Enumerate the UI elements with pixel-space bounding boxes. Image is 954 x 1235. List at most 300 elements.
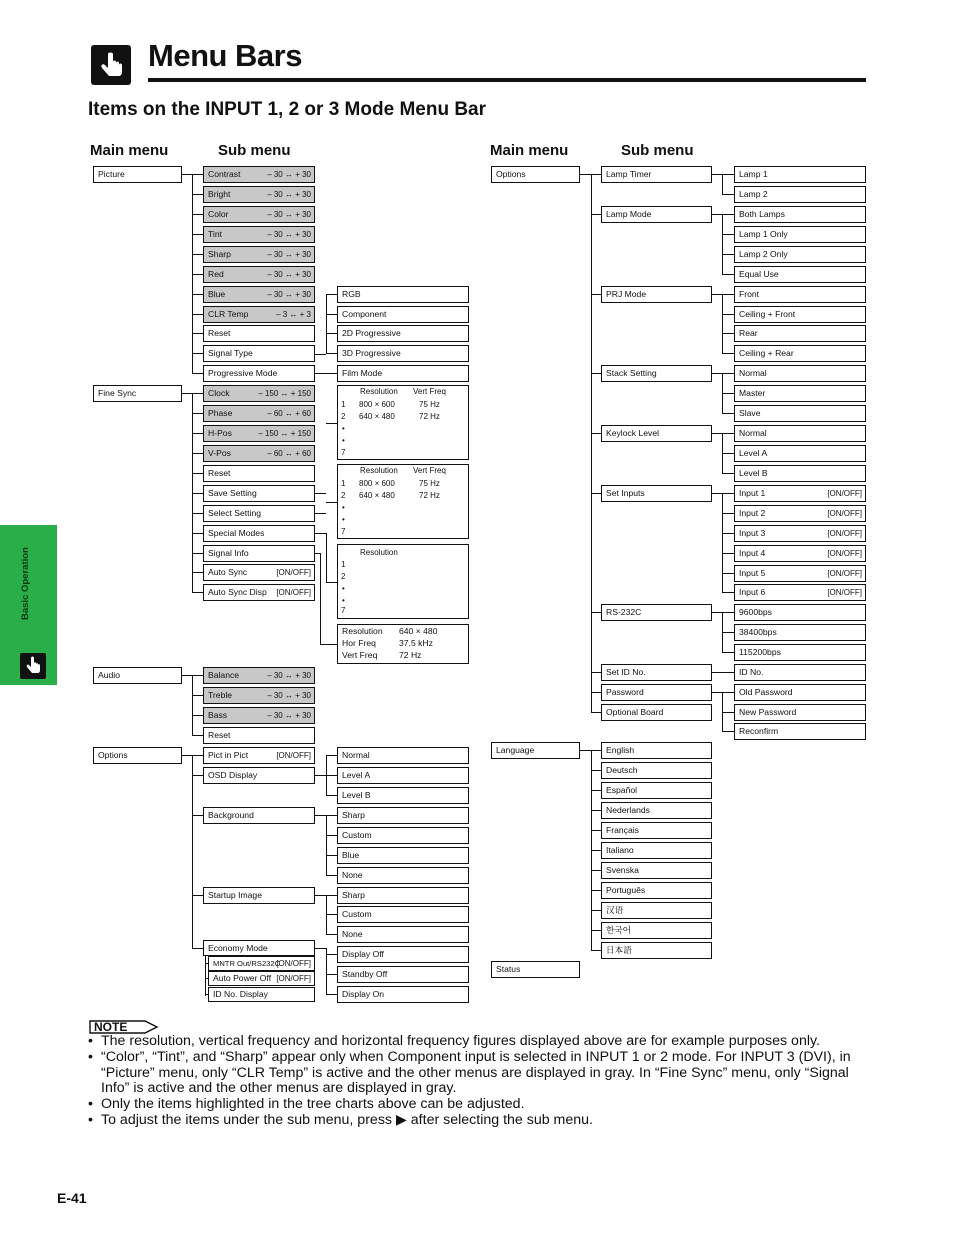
connector-line <box>722 513 734 514</box>
sub-menu-item-range: – 30 ↔ + 30 <box>267 691 311 700</box>
connector-line <box>722 353 734 354</box>
sub-menu-item-label: Balance <box>208 670 240 680</box>
connector-line <box>205 978 208 979</box>
sub-menu-item <box>203 584 315 601</box>
sub-menu-item <box>203 425 315 442</box>
connector-line <box>326 502 337 503</box>
connector-line <box>192 948 203 949</box>
sub-menu-item-range: – 30 ↔ + 30 <box>267 210 311 219</box>
connector-line <box>591 770 601 771</box>
option-item <box>734 604 866 621</box>
connector-line <box>722 573 734 574</box>
connector-line <box>722 254 734 255</box>
option-item-label: Level A <box>739 448 768 458</box>
row-resolution: 800 × 600 <box>359 400 395 409</box>
sub-menu-item <box>203 525 315 542</box>
sub-menu-item <box>203 286 315 303</box>
signal-info-value: 37.5 kHz <box>399 638 433 648</box>
option-item-label: Ceiling + Rear <box>739 348 794 358</box>
connector-line <box>591 890 601 891</box>
connector-line <box>326 855 337 856</box>
sub-menu-item-range: – 150 ↔ + 150 <box>258 389 311 398</box>
connector-line <box>192 373 203 374</box>
option-item-label: Normal <box>739 428 767 438</box>
connector-line <box>192 755 203 756</box>
sub-menu-item-label: 汉语 <box>606 905 624 915</box>
sub-menu-item-label: Português <box>606 885 646 895</box>
sub-menu-item-label: Blue <box>208 289 226 299</box>
option-item <box>734 286 866 303</box>
sub-menu-item-label: Svenska <box>606 865 639 875</box>
option-item-label: 9600bps <box>739 607 772 617</box>
connector-line <box>192 755 193 949</box>
connector-line <box>722 493 734 494</box>
connector-line <box>192 234 203 235</box>
connector-line <box>192 194 203 195</box>
connector-line <box>722 433 734 434</box>
connector-line <box>315 815 326 816</box>
ellipsis-dot: • <box>342 515 345 524</box>
connector-line <box>722 373 734 374</box>
connector-line <box>591 672 601 673</box>
connector-line <box>182 393 192 394</box>
option-item <box>734 385 866 402</box>
connector-line <box>326 948 327 995</box>
main-menu-item-label: Audio <box>98 670 120 680</box>
connector-line <box>320 644 337 645</box>
sub-menu-item-label: Pict in Pict <box>208 750 249 760</box>
connector-line <box>591 870 601 871</box>
connector-line <box>326 895 327 935</box>
row-freq: 72 Hz <box>419 412 440 421</box>
connector-line <box>722 174 723 195</box>
sub-menu-item-label: Bass <box>208 710 228 720</box>
option-item <box>734 723 866 740</box>
connector-line <box>722 453 734 454</box>
sub-menu-item-range: – 30 ↔ + 30 <box>267 250 311 259</box>
connector-line <box>326 815 327 876</box>
connector-line <box>326 755 337 756</box>
option-item <box>734 684 866 701</box>
sub-menu-item <box>601 742 712 759</box>
connector-line <box>192 493 203 494</box>
option-item <box>337 286 469 303</box>
option-item <box>734 246 866 263</box>
sub-menu-item <box>601 902 712 919</box>
option-item <box>734 505 866 522</box>
sub-menu-header-left: Sub menu <box>218 142 291 159</box>
signal-info-value: 640 × 480 <box>399 626 438 636</box>
sub-menu-item-range: [ON/OFF] <box>276 974 311 983</box>
sub-menu-item <box>203 246 315 263</box>
main-menu-item <box>491 961 580 978</box>
sub-menu-item <box>208 971 315 986</box>
note-item: • “Color”, “Tint”, and “Sharp” appear only when Component input is selected in INPUT 1 or 2 mode. For INPUT 3 (DVI), in “Picture” menu, only “CLR Temp” is active and the other menus are displayed in gray. In “Fine Sync” menu, only “Signal Info” is active and the other menus are displayed in gray. <box>88 1050 858 1097</box>
sub-menu-item <box>203 807 315 824</box>
connector-line <box>712 612 722 613</box>
sub-menu-item <box>601 365 712 382</box>
signal-info-box <box>337 624 469 664</box>
connector-line <box>722 333 734 334</box>
sub-menu-item <box>203 226 315 243</box>
connector-line <box>722 413 734 414</box>
sub-menu-item <box>203 385 315 402</box>
sub-menu-item <box>203 564 315 581</box>
connector-line <box>192 413 203 414</box>
connector-line <box>722 294 723 354</box>
option-item <box>734 465 866 482</box>
option-item-range: [ON/OFF] <box>827 509 862 518</box>
connector-line <box>591 850 601 851</box>
option-item <box>734 644 866 661</box>
option-item-label: Lamp 1 Only <box>739 229 788 239</box>
connector-line <box>591 790 601 791</box>
option-item <box>734 525 866 542</box>
sub-menu-item <box>601 604 712 621</box>
connector-line <box>192 895 203 896</box>
select-setting-table <box>337 464 469 539</box>
sub-menu-item <box>203 206 315 223</box>
option-item <box>734 266 866 283</box>
sub-menu-item-label: RS-232C <box>606 607 642 617</box>
connector-line <box>591 612 601 613</box>
option-item <box>337 767 469 784</box>
sub-menu-item <box>203 186 315 203</box>
connector-line <box>591 830 601 831</box>
option-item-label: Custom <box>342 909 372 919</box>
connector-line <box>722 731 734 732</box>
main-menu-item <box>491 166 580 183</box>
sub-menu-item <box>203 505 315 522</box>
connector-line <box>205 963 208 964</box>
option-item <box>337 887 469 904</box>
sub-menu-item-label: MNTR Out/RS232C <box>213 959 281 968</box>
main-menu-item-label: Status <box>496 964 521 974</box>
option-item <box>734 664 866 681</box>
option-item <box>734 485 866 502</box>
option-item-label: Sharp <box>342 890 365 900</box>
connector-line <box>722 672 734 673</box>
connector-line <box>712 373 722 374</box>
sub-menu-item-label: Signal Type <box>208 348 253 358</box>
option-item-label: Sharp <box>342 810 365 820</box>
sub-menu-item-range: [ON/OFF] <box>276 588 311 597</box>
option-item-label: Input 5 <box>739 568 766 578</box>
sub-menu-item <box>203 365 315 382</box>
option-item-label: New Password <box>739 707 797 717</box>
connector-line <box>712 672 722 673</box>
main-menu-header-left: Main menu <box>90 142 169 159</box>
option-item <box>337 306 469 323</box>
connector-line <box>315 354 326 355</box>
main-menu-item <box>93 166 182 183</box>
connector-line <box>722 553 734 554</box>
connector-line <box>722 612 734 613</box>
connector-line <box>192 815 203 816</box>
connector-line <box>326 294 327 354</box>
option-item-label: Reconfirm <box>739 726 779 736</box>
connector-line <box>192 274 203 275</box>
sub-menu-item-label: Background <box>208 810 254 820</box>
connector-line <box>712 433 722 434</box>
connector-line <box>722 393 734 394</box>
connector-line <box>722 712 734 713</box>
option-item <box>337 325 469 342</box>
connector-line <box>591 910 601 911</box>
signal-info-value: 72 Hz <box>399 650 422 660</box>
connector-line <box>192 572 203 573</box>
sub-menu-item <box>601 684 712 701</box>
sub-menu-item <box>203 345 315 362</box>
connector-line <box>591 214 601 215</box>
connector-line <box>192 695 203 696</box>
connector-line <box>192 513 203 514</box>
ellipsis-dot: • <box>342 436 345 445</box>
sub-menu-item-range: – 60 ↔ + 60 <box>267 449 311 458</box>
option-item <box>734 186 866 203</box>
main-menu-item-label: Picture <box>98 169 125 179</box>
connector-line <box>192 533 203 534</box>
option-item <box>337 787 469 804</box>
sub-menu-item-label: Save Setting <box>208 488 257 498</box>
option-item-label: RGB <box>342 289 361 299</box>
page-title: Menu Bars <box>148 38 302 73</box>
option-item-label: Ceiling + Front <box>739 309 796 319</box>
main-menu-item <box>93 385 182 402</box>
connector-line <box>192 174 203 175</box>
sub-menu-item-label: Select Setting <box>208 508 262 518</box>
sub-menu-item <box>203 306 315 323</box>
sub-menu-item-label: Sharp <box>208 249 231 259</box>
col-resolution: Resolution <box>360 548 398 557</box>
sub-menu-item-label: 한국어 <box>606 925 631 935</box>
connector-line <box>192 333 203 334</box>
connector-line <box>591 294 601 295</box>
row-freq: 72 Hz <box>419 491 440 500</box>
connector-line <box>712 174 722 175</box>
row-num: 1 <box>341 400 346 409</box>
connector-line <box>315 493 326 494</box>
signal-info-label: Resolution <box>342 626 383 636</box>
row-num: 2 <box>341 412 346 421</box>
connector-line <box>591 433 601 434</box>
sub-menu-item <box>203 405 315 422</box>
row-resolution: 640 × 480 <box>359 491 395 500</box>
connector-line <box>192 735 203 736</box>
option-item-label: Equal Use <box>739 269 779 279</box>
connector-line <box>580 174 591 175</box>
sub-menu-item-label: Deutsch <box>606 765 638 775</box>
connector-line <box>326 895 337 896</box>
connector-line <box>205 956 206 996</box>
option-item <box>734 405 866 422</box>
sub-menu-item <box>208 987 315 1002</box>
connector-line <box>722 194 734 195</box>
main-menu-item <box>491 742 580 759</box>
sub-menu-item-label: Password <box>606 687 644 697</box>
option-item-label: Lamp 1 <box>739 169 768 179</box>
save-setting-table <box>337 385 469 460</box>
sub-menu-item-range: [ON/OFF] <box>276 568 311 577</box>
row-last: 7 <box>341 448 346 457</box>
sub-menu-item-range: – 30 ↔ + 30 <box>267 190 311 199</box>
option-item-label: 2D Progressive <box>342 328 401 338</box>
row-num: 2 <box>341 572 346 581</box>
connector-line <box>326 795 337 796</box>
connector-line <box>591 712 601 713</box>
sub-menu-item <box>601 842 712 859</box>
sub-menu-item-label: Lamp Mode <box>606 209 652 219</box>
option-item-range: [ON/OFF] <box>827 588 862 597</box>
option-item-label: None <box>342 870 363 880</box>
connector-line <box>722 632 734 633</box>
sub-menu-item-label: Phase <box>208 408 233 418</box>
option-item-label: Input 1 <box>739 488 766 498</box>
connector-line <box>722 314 734 315</box>
sub-menu-item-label: CLR Temp <box>208 309 249 319</box>
sub-menu-item-label: Stack Setting <box>606 368 657 378</box>
connector-line <box>192 775 203 776</box>
sub-menu-item-label: Reset <box>208 328 231 338</box>
option-item <box>337 345 469 362</box>
connector-line <box>722 294 734 295</box>
sub-menu-item-label: V-Pos <box>208 448 231 458</box>
side-tab <box>0 525 57 685</box>
sub-menu-item <box>601 762 712 779</box>
sub-menu-item-label: Français <box>606 825 639 835</box>
sub-menu-item-label: Set ID No. <box>606 667 646 677</box>
sub-menu-item <box>203 940 315 956</box>
option-item-label: Level B <box>342 790 371 800</box>
connector-line <box>722 234 734 235</box>
option-item-label: Rear <box>739 328 758 338</box>
col-resolution: Resolution <box>360 466 398 475</box>
sub-menu-item-range: – 30 ↔ + 30 <box>267 230 311 239</box>
sub-menu-item-label: Optional Board <box>606 707 664 717</box>
sub-menu-item-label: OSD Display <box>208 770 258 780</box>
option-item-label: Level B <box>739 468 768 478</box>
sub-menu-item-label: Español <box>606 785 638 795</box>
connector-line <box>326 934 337 935</box>
note-item: • To adjust the items under the sub menu, press ▶ after selecting the sub menu. <box>88 1113 858 1129</box>
connector-line <box>591 174 592 713</box>
option-item-range: [ON/OFF] <box>827 549 862 558</box>
connector-line <box>192 294 203 295</box>
sub-menu-item-label: Keylock Level <box>606 428 660 438</box>
page-number: E-41 <box>57 1190 87 1206</box>
sub-menu-item-range: – 150 ↔ + 150 <box>258 429 311 438</box>
connector-line <box>722 174 734 175</box>
section-title: Items on the INPUT 1, 2 or 3 Mode Menu Bar <box>88 99 487 120</box>
connector-line <box>722 533 734 534</box>
connector-line <box>326 775 337 776</box>
option-item <box>337 926 469 943</box>
option-item <box>337 827 469 844</box>
option-item <box>337 365 469 382</box>
connector-line <box>712 493 722 494</box>
connector-line <box>192 254 203 255</box>
option-item-label: None <box>342 929 363 939</box>
connector-line <box>315 948 326 949</box>
sub-menu-item <box>203 667 315 684</box>
connector-line <box>192 675 193 736</box>
connector-line <box>326 914 337 915</box>
sub-menu-item-label: ID No. Display <box>213 989 268 999</box>
connector-line <box>192 592 203 593</box>
connector-line <box>722 214 723 275</box>
row-freq: 75 Hz <box>419 479 440 488</box>
sub-menu-item-label: Economy Mode <box>208 943 268 953</box>
connector-line <box>591 750 601 751</box>
option-item-label: Component <box>342 309 387 319</box>
signal-info-label: Hor Freq <box>342 638 376 648</box>
option-item-label: Normal <box>342 750 370 760</box>
row-num: 1 <box>341 479 346 488</box>
sub-menu-item-label: Progressive Mode <box>208 368 278 378</box>
sub-menu-item-label: Lamp Timer <box>606 169 652 179</box>
sub-menu-item <box>601 822 712 839</box>
connector-line <box>315 775 326 776</box>
option-item-label: Lamp 2 Only <box>739 249 788 259</box>
connector-line <box>192 675 203 676</box>
sub-menu-item-range: – 30 ↔ + 30 <box>267 711 311 720</box>
connector-line <box>192 715 203 716</box>
connector-line <box>205 994 208 995</box>
connector-line <box>712 692 722 693</box>
signal-info-label: Vert Freq <box>342 650 378 660</box>
sub-menu-item-range: [ON/OFF] <box>276 959 311 968</box>
sub-menu-item-range: – 30 ↔ + 30 <box>267 270 311 279</box>
sub-menu-item <box>601 782 712 799</box>
sub-menu-item <box>203 445 315 462</box>
connector-line <box>722 692 734 693</box>
sub-menu-item-label: Contrast <box>208 169 241 179</box>
connector-line <box>722 652 734 653</box>
option-item-label: Input 6 <box>739 587 766 597</box>
sub-menu-item-label: Clock <box>208 388 230 398</box>
sub-menu-item-label: Signal Info <box>208 548 249 558</box>
sub-menu-item-label: Auto Power Off <box>213 973 272 983</box>
sub-menu-item-label: Treble <box>208 690 233 700</box>
connector-line <box>712 294 722 295</box>
side-tab-label: Basic Operation <box>20 547 31 620</box>
option-item <box>734 345 866 362</box>
sub-menu-item-label: Set Inputs <box>606 488 645 498</box>
connector-line <box>315 373 337 374</box>
sub-menu-item <box>601 664 712 681</box>
ellipsis-dot: • <box>342 596 345 605</box>
option-item-label: Display Off <box>342 949 384 959</box>
connector-line <box>712 214 722 215</box>
option-item <box>734 584 866 601</box>
sub-menu-item-range: – 30 ↔ + 30 <box>267 671 311 680</box>
connector-line <box>182 675 192 676</box>
sub-menu-item <box>601 704 712 721</box>
option-item-label: 3D Progressive <box>342 348 401 358</box>
option-item <box>734 306 866 323</box>
col-vert-freq: Vert Freq <box>413 466 446 475</box>
option-item <box>734 624 866 641</box>
menu-hand-icon <box>91 45 131 85</box>
note-label: NOTE <box>94 1020 128 1034</box>
option-item <box>734 704 866 721</box>
connector-line <box>326 954 337 955</box>
option-item-label: Old Password <box>739 687 793 697</box>
sub-menu-item-label: 日本語 <box>606 945 632 955</box>
connector-line <box>722 214 734 215</box>
sub-menu-item <box>203 687 315 704</box>
sub-menu-item <box>601 922 712 939</box>
